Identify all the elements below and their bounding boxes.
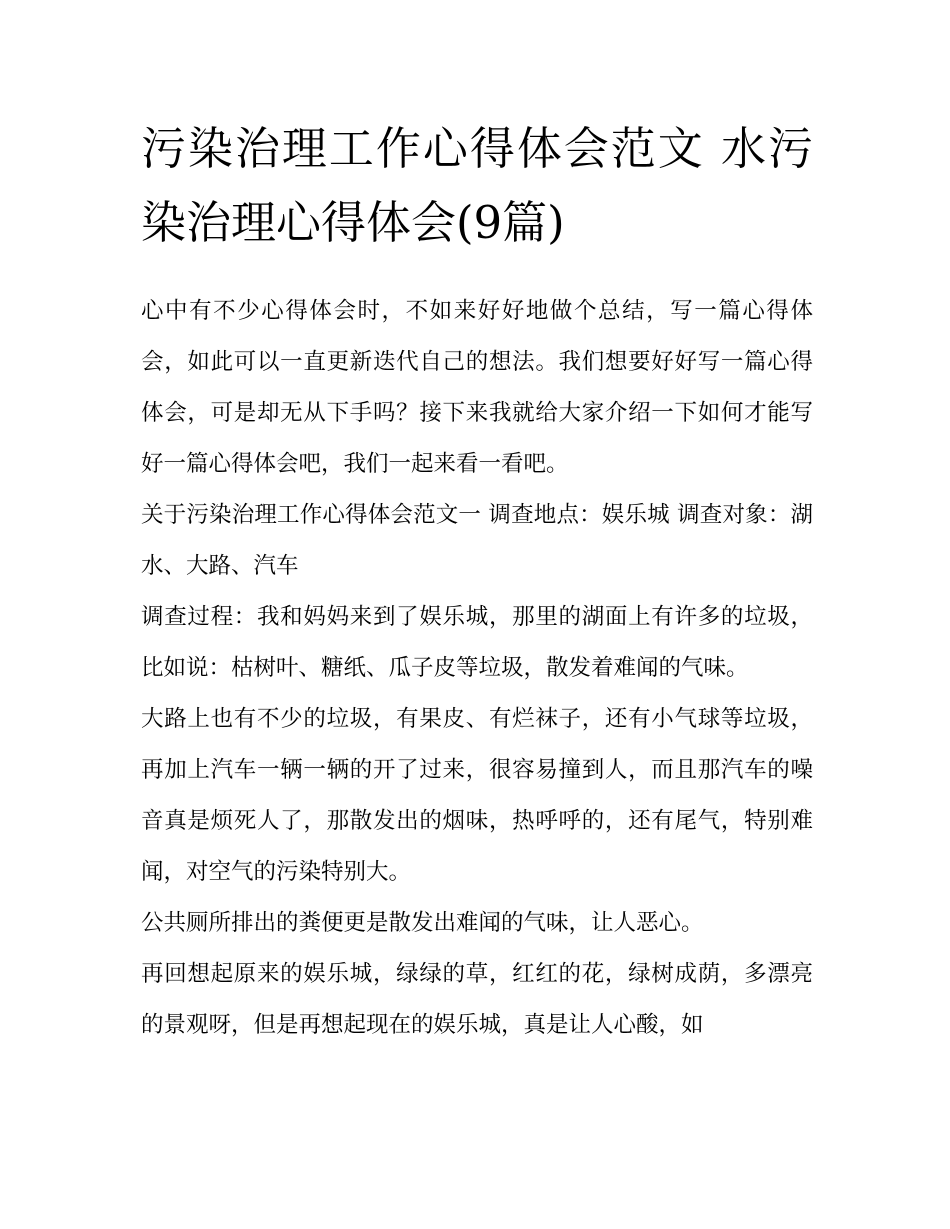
- survey-process-paragraph: 调查过程：我和妈妈来到了娱乐城，那里的湖面上有许多的垃圾，比如说：枯树叶、糖纸、瓜子皮等垃圾，散发着难闻的气味。: [141, 604, 813, 681]
- road-paragraph: 大路上也有不少的垃圾，有果皮、有烂袜子，还有小气球等垃圾，再加上汽车一辆一辆的开了过来，很容易撞到人，而且那汽车的噪音真是烦死人了，那散发出的烟味，热呼呼的，还有尾气，特别难闻，对空气的污染特别大。: [141, 706, 813, 885]
- document-title: 污染治理工作心得体会范文 水污染治理心得体会(9篇): [141, 122, 813, 249]
- document-body: [141, 112, 813, 1051]
- section-heading-paragraph: 关于污染治理工作心得体会范文一 调查地点：娱乐城 调查对象：湖水、大路、汽车: [141, 502, 813, 579]
- intro-paragraph: 心中有不少心得体会时，不如来好好地做个总结，写一篇心得体会，如此可以一直更新迭代自己的想法。我们想要好好写一篇心得体会，可是却无从下手吗？接下来我就给大家介绍一下如何才能写好一篇心得体会吧，我们一起来看一看吧。: [141, 298, 813, 477]
- document-paragraphs: [141, 286, 813, 1051]
- toilet-paragraph: 公共厕所排出的粪便更是散发出难闻的气味，让人恶心。: [141, 910, 704, 936]
- recollection-paragraph: 再回想起原来的娱乐城，绿绿的草，红红的花，绿树成荫，多漂亮的景观呀，但是再想起现在的娱乐城，真是让人心酸，如: [141, 961, 813, 1038]
